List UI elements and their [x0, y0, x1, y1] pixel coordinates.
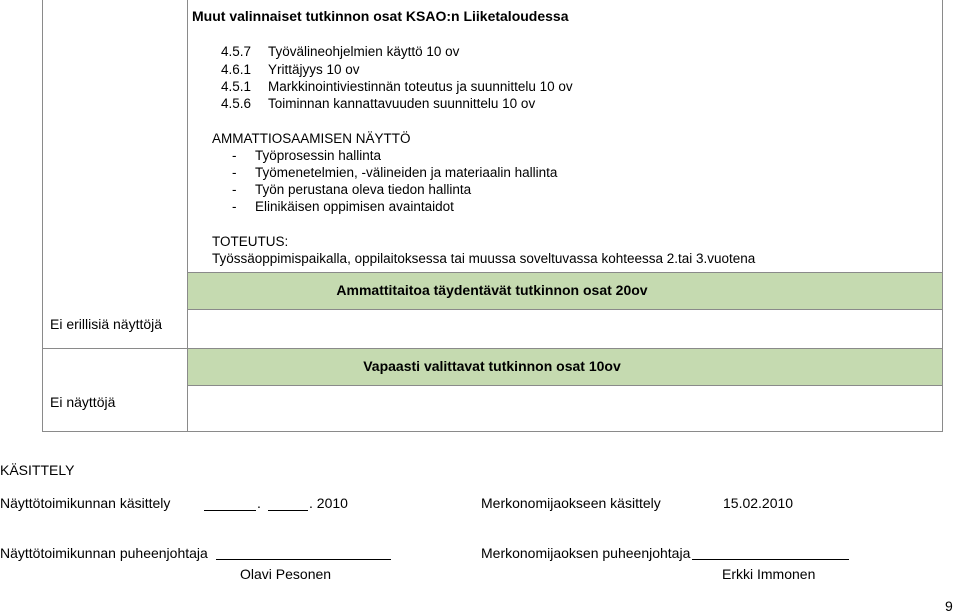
section-title: Muut valinnaiset tutkinnon osat KSAO:n Liiketaloudessa — [192, 8, 569, 24]
no-demonstrations-label: Ei näyttöjä — [50, 394, 116, 410]
committee-chair-signature-line — [692, 559, 849, 560]
table-border-right — [942, 0, 943, 432]
supplementary-units-banner: Ammattitaitoa täydentävät tutkinnon osat 20ov — [336, 282, 648, 298]
page-number: 9 — [945, 598, 953, 614]
row-divider-1 — [187, 272, 942, 273]
table-border-bottom — [42, 431, 942, 432]
list-bullet: - — [232, 182, 237, 197]
skills-heading: AMMATTIOSAAMISEN NÄYTTÖ — [212, 131, 411, 146]
board-chair-name: Olavi Pesonen — [240, 566, 332, 582]
board-review-day-line — [204, 510, 256, 511]
board-review-date-separator: . — [257, 495, 261, 511]
course-label: Toiminnan kannattavuuden suunnittelu 10 ov — [268, 96, 536, 111]
skill-item: Elinikäisen oppimisen avaintaidot — [255, 199, 454, 214]
course-code: 4.5.7 — [221, 44, 252, 59]
row-divider-3 — [42, 348, 942, 349]
committee-review-label: Merkonomijaokseen käsittely — [481, 495, 661, 511]
board-review-year: . 2010 — [309, 495, 348, 511]
board-chair-signature-line — [216, 559, 391, 560]
row-divider-4 — [187, 385, 942, 386]
row-divider-2 — [187, 309, 942, 310]
board-review-month-line — [268, 510, 308, 511]
list-bullet: - — [232, 199, 237, 214]
skill-item: Työprosessin hallinta — [255, 148, 382, 163]
skill-item: Työmenetelmien, -välineiden ja materiaalin hallinta — [255, 165, 558, 180]
implementation-text: Työssäoppimispaikalla, oppilaitoksessa tai muussa soveltuvassa kohteessa 2.tai 3.vuotena — [212, 251, 756, 266]
committee-review-date: 15.02.2010 — [723, 495, 794, 511]
course-label: Markkinointiviestinnän toteutus ja suunnittelu 10 ov — [268, 79, 573, 94]
course-label: Työvälineohjelmien käyttö 10 ov — [268, 44, 460, 59]
board-chair-label: Näyttötoimikunnan puheenjohtaja — [0, 545, 208, 561]
skill-item: Työn perustana oleva tiedon hallinta — [255, 182, 472, 197]
course-code: 4.5.6 — [221, 96, 252, 111]
course-code: 4.5.1 — [221, 79, 252, 94]
free-choice-units-banner: Vapaasti valittavat tutkinnon osat 10ov — [363, 358, 621, 374]
list-bullet: - — [232, 165, 237, 180]
no-separate-demonstrations-label: Ei erillisiä näyttöjä — [50, 316, 163, 332]
list-bullet: - — [232, 148, 237, 163]
course-label: Yrittäjyys 10 ov — [268, 62, 360, 77]
committee-chair-label: Merkonomijaoksen puheenjohtaja — [481, 545, 691, 561]
board-review-label: Näyttötoimikunnan käsittely — [0, 495, 171, 511]
table-border-left — [42, 0, 43, 432]
approval-heading: KÄSITTELY — [0, 462, 75, 478]
course-code: 4.6.1 — [221, 62, 252, 77]
committee-chair-name: Erkki Immonen — [722, 566, 816, 582]
implementation-heading: TOTEUTUS: — [212, 234, 289, 249]
